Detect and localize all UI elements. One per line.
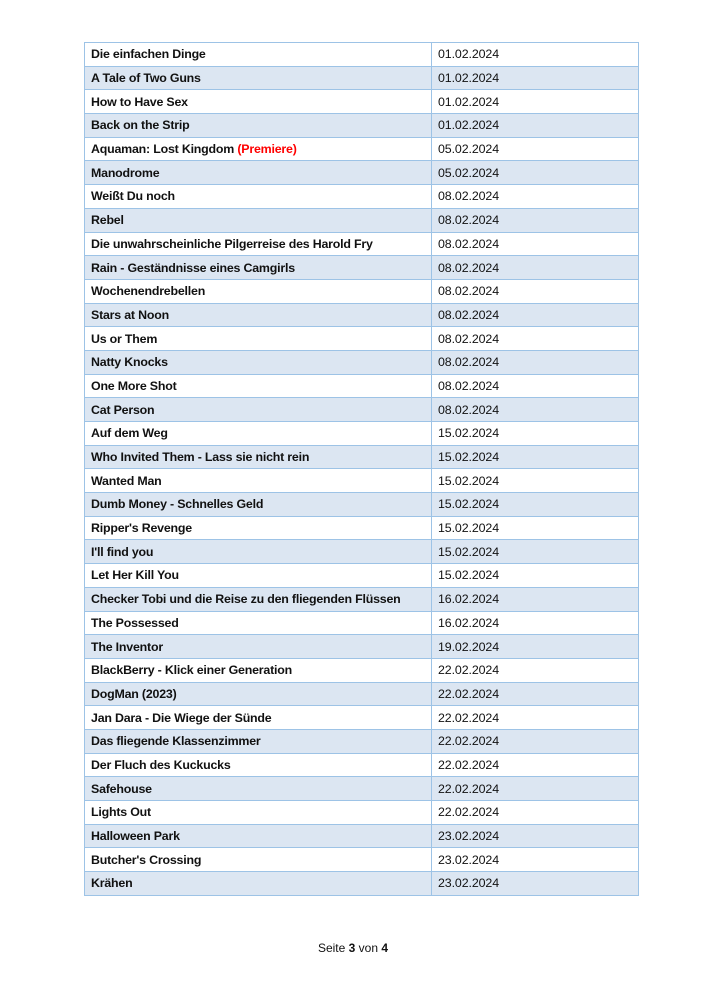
movie-title: Stars at Noon bbox=[91, 307, 169, 322]
release-date: 01.02.2024 bbox=[432, 114, 639, 138]
movie-title-cell bbox=[85, 611, 432, 635]
movie-title: Who Invited Them - Lass sie nicht rein bbox=[91, 450, 310, 465]
movie-title-cell bbox=[85, 256, 432, 280]
movie-title-cell bbox=[85, 469, 432, 493]
table-row bbox=[85, 303, 639, 327]
movie-title: Jan Dara - Die Wiege der Sünde bbox=[91, 710, 272, 725]
release-table bbox=[84, 42, 639, 896]
release-date: 08.02.2024 bbox=[432, 208, 639, 232]
movie-title: Rain - Geständnisse eines Camgirls bbox=[91, 260, 295, 275]
table-row bbox=[85, 161, 639, 185]
table-row bbox=[85, 445, 639, 469]
total-pages-number: 4 bbox=[381, 941, 389, 955]
movie-title: Let Her Kill You bbox=[91, 568, 179, 583]
release-date: 22.02.2024 bbox=[432, 658, 639, 682]
movie-title-cell bbox=[85, 350, 432, 374]
release-date: 22.02.2024 bbox=[432, 753, 639, 777]
table-row bbox=[85, 564, 639, 588]
table-row bbox=[85, 90, 639, 114]
movie-title-cell bbox=[85, 729, 432, 753]
table-row bbox=[85, 706, 639, 730]
table-row bbox=[85, 801, 639, 825]
table-row bbox=[85, 185, 639, 209]
table-row bbox=[85, 872, 639, 896]
release-date: 05.02.2024 bbox=[432, 137, 639, 161]
release-date: 19.02.2024 bbox=[432, 635, 639, 659]
movie-title-cell bbox=[85, 658, 432, 682]
movie-title: Halloween Park bbox=[91, 829, 180, 844]
movie-title: One More Shot bbox=[91, 378, 177, 393]
table-row bbox=[85, 422, 639, 446]
release-date: 08.02.2024 bbox=[432, 232, 639, 256]
release-date: 22.02.2024 bbox=[432, 801, 639, 825]
movie-title: Natty Knocks bbox=[91, 355, 168, 370]
movie-title-cell bbox=[85, 43, 432, 67]
movie-title: Dumb Money - Schnelles Geld bbox=[91, 497, 264, 512]
movie-title-cell bbox=[85, 587, 432, 611]
current-page-number: 3 bbox=[348, 941, 356, 955]
movie-title: Der Fluch des Kuckucks bbox=[91, 757, 231, 772]
movie-title-cell bbox=[85, 848, 432, 872]
release-date: 08.02.2024 bbox=[432, 303, 639, 327]
table-row bbox=[85, 279, 639, 303]
table-row bbox=[85, 137, 639, 161]
movie-title: Weißt Du noch bbox=[91, 189, 175, 204]
movie-title-cell bbox=[85, 493, 432, 517]
movie-title-cell bbox=[85, 374, 432, 398]
table-row bbox=[85, 66, 639, 90]
movie-title: DogMan (2023) bbox=[91, 686, 177, 701]
movie-title-cell bbox=[85, 185, 432, 209]
table-row bbox=[85, 114, 639, 138]
footer-prefix: Seite bbox=[317, 941, 346, 955]
release-date: 23.02.2024 bbox=[432, 848, 639, 872]
release-date: 15.02.2024 bbox=[432, 540, 639, 564]
release-date: 08.02.2024 bbox=[432, 256, 639, 280]
release-date: 16.02.2024 bbox=[432, 587, 639, 611]
movie-title: Das fliegende Klassenzimmer bbox=[91, 734, 261, 749]
movie-title: Die einfachen Dinge bbox=[91, 47, 206, 62]
release-date: 08.02.2024 bbox=[432, 374, 639, 398]
release-date: 15.02.2024 bbox=[432, 516, 639, 540]
table-row bbox=[85, 350, 639, 374]
movie-title: Cat Person bbox=[91, 402, 155, 417]
table-row bbox=[85, 208, 639, 232]
footer-middle: von bbox=[358, 941, 379, 955]
release-date: 08.02.2024 bbox=[432, 350, 639, 374]
release-date: 01.02.2024 bbox=[432, 90, 639, 114]
release-date: 08.02.2024 bbox=[432, 327, 639, 351]
movie-title: I'll find you bbox=[91, 544, 154, 559]
movie-title: A Tale of Two Guns bbox=[91, 71, 201, 86]
release-date: 01.02.2024 bbox=[432, 43, 639, 67]
movie-title-cell bbox=[85, 422, 432, 446]
movie-title-cell bbox=[85, 682, 432, 706]
movie-title-cell bbox=[85, 777, 432, 801]
release-date: 23.02.2024 bbox=[432, 824, 639, 848]
table-row bbox=[85, 232, 639, 256]
movie-title-cell bbox=[85, 279, 432, 303]
movie-title-cell bbox=[85, 398, 432, 422]
movie-title: Aquaman: Lost Kingdom bbox=[91, 142, 235, 157]
movie-title-cell bbox=[85, 90, 432, 114]
movie-title-cell bbox=[85, 232, 432, 256]
movie-title-cell bbox=[85, 824, 432, 848]
table-row bbox=[85, 611, 639, 635]
movie-title-cell bbox=[85, 540, 432, 564]
table-row bbox=[85, 729, 639, 753]
movie-title-cell bbox=[85, 801, 432, 825]
table-row bbox=[85, 848, 639, 872]
movie-title: Wanted Man bbox=[91, 473, 162, 488]
table-row bbox=[85, 682, 639, 706]
table-row bbox=[85, 493, 639, 517]
movie-title: Butcher's Crossing bbox=[91, 852, 202, 867]
release-date: 01.02.2024 bbox=[432, 66, 639, 90]
release-date: 22.02.2024 bbox=[432, 682, 639, 706]
movie-title-cell bbox=[85, 161, 432, 185]
table-row bbox=[85, 540, 639, 564]
movie-title: Auf dem Weg bbox=[91, 426, 168, 441]
movie-title: Checker Tobi und die Reise zu den fliegenden Flüssen bbox=[91, 592, 401, 607]
table-row bbox=[85, 587, 639, 611]
movie-title-cell bbox=[85, 303, 432, 327]
release-date: 05.02.2024 bbox=[432, 161, 639, 185]
movie-title: The Possessed bbox=[91, 615, 179, 630]
movie-title-cell bbox=[85, 445, 432, 469]
movie-title-cell bbox=[85, 635, 432, 659]
movie-title: Safehouse bbox=[91, 781, 152, 796]
premiere-note: (Premiere) bbox=[237, 142, 297, 157]
movie-title: Us or Them bbox=[91, 331, 158, 346]
table-row bbox=[85, 43, 639, 67]
movie-title: Back on the Strip bbox=[91, 118, 190, 133]
release-date: 15.02.2024 bbox=[432, 564, 639, 588]
movie-title: Wochenendrebellen bbox=[91, 284, 206, 299]
movie-title-cell bbox=[85, 208, 432, 232]
movie-title-cell bbox=[85, 327, 432, 351]
movie-title: Lights Out bbox=[91, 805, 151, 820]
movie-title: BlackBerry - Klick einer Generation bbox=[91, 663, 292, 678]
movie-title-cell bbox=[85, 753, 432, 777]
movie-title: Die unwahrscheinliche Pilgerreise des Harold Fry bbox=[91, 236, 373, 251]
movie-title-cell bbox=[85, 872, 432, 896]
release-date: 15.02.2024 bbox=[432, 422, 639, 446]
table-row bbox=[85, 658, 639, 682]
movie-title-cell bbox=[85, 564, 432, 588]
movie-title: Manodrome bbox=[91, 165, 160, 180]
release-date: 08.02.2024 bbox=[432, 279, 639, 303]
movie-title-cell bbox=[85, 706, 432, 730]
table-row bbox=[85, 469, 639, 493]
table-row bbox=[85, 398, 639, 422]
release-date: 15.02.2024 bbox=[432, 493, 639, 517]
release-date: 22.02.2024 bbox=[432, 706, 639, 730]
release-date: 15.02.2024 bbox=[432, 445, 639, 469]
movie-title: How to Have Sex bbox=[91, 94, 188, 109]
release-date: 08.02.2024 bbox=[432, 398, 639, 422]
movie-title-cell bbox=[85, 66, 432, 90]
movie-title-cell bbox=[85, 516, 432, 540]
table-row bbox=[85, 824, 639, 848]
movie-title: Rebel bbox=[91, 213, 124, 228]
table-row bbox=[85, 516, 639, 540]
table-row bbox=[85, 327, 639, 351]
movie-title: Krähen bbox=[91, 876, 133, 891]
release-date: 16.02.2024 bbox=[432, 611, 639, 635]
release-date: 15.02.2024 bbox=[432, 469, 639, 493]
movie-title-cell bbox=[85, 137, 432, 161]
table-row bbox=[85, 635, 639, 659]
movie-title-cell bbox=[85, 114, 432, 138]
table-row bbox=[85, 753, 639, 777]
table-row bbox=[85, 256, 639, 280]
release-date: 08.02.2024 bbox=[432, 185, 639, 209]
table-row bbox=[85, 374, 639, 398]
release-date: 22.02.2024 bbox=[432, 729, 639, 753]
release-date: 23.02.2024 bbox=[432, 872, 639, 896]
movie-title: The Inventor bbox=[91, 639, 163, 654]
page-footer bbox=[0, 941, 706, 955]
movie-title: Ripper's Revenge bbox=[91, 521, 192, 536]
release-date: 22.02.2024 bbox=[432, 777, 639, 801]
table-row bbox=[85, 777, 639, 801]
